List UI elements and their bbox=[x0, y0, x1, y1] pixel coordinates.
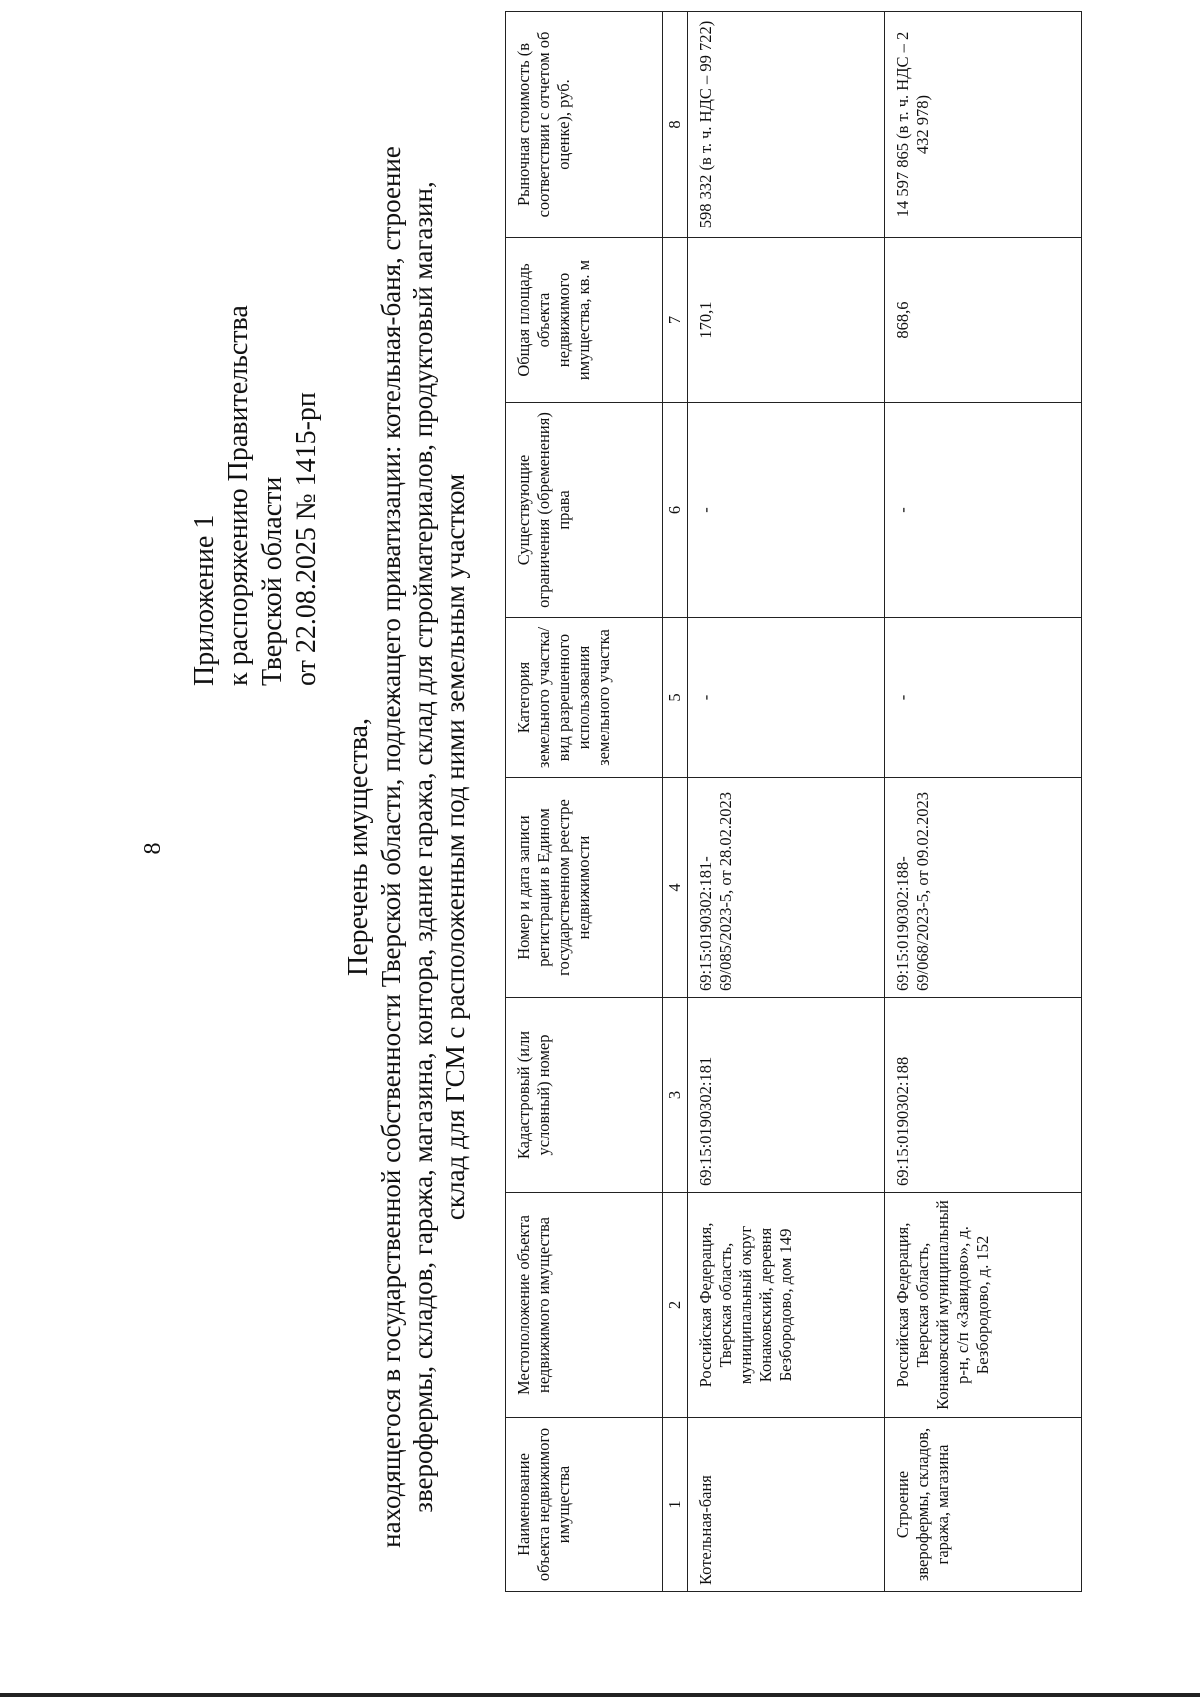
cell-name: Строение зверофермы, складов, гаража, магазина bbox=[885, 1418, 1082, 1592]
annex-date-line: от 22.08.2025 № 1415-рп bbox=[291, 392, 322, 686]
cell-land-category: - bbox=[688, 618, 885, 778]
list-title-line-3: зверофермы, складов, гаража, магазина, контора, здание гаража, склад для стройматериалов, продуктовый магазин, bbox=[408, 181, 438, 1513]
header-area: Общая площадь объекта недвижимого имущества, кв. м bbox=[506, 238, 663, 403]
annex-region-line: Тверской области bbox=[257, 476, 288, 686]
cell-registration: 69:15:0190302:181-69/085/2023-5, от 28.02.2023 bbox=[688, 778, 885, 998]
property-table bbox=[505, 11, 1082, 1592]
list-title-line-1: Перечень имущества, bbox=[343, 718, 374, 976]
cell-cadastral: 69:15:0190302:181 bbox=[688, 998, 885, 1193]
list-title bbox=[343, 117, 471, 1577]
page-number: 8 bbox=[140, 842, 166, 855]
scan-edge-line bbox=[0, 1693, 1200, 1697]
property-table-wrapper bbox=[505, 12, 1082, 1592]
table-header-row bbox=[506, 12, 663, 1592]
column-number: 6 bbox=[663, 403, 688, 618]
column-number: 1 bbox=[663, 1418, 688, 1592]
cell-area: 170,1 bbox=[688, 238, 885, 403]
table-row bbox=[688, 12, 885, 1592]
annex-title: Приложение 1 bbox=[189, 514, 220, 686]
column-number: 3 bbox=[663, 998, 688, 1193]
column-number: 4 bbox=[663, 778, 688, 998]
header-restrictions: Существующие ограничения (обременения) права bbox=[506, 403, 663, 618]
cell-value: 598 332 (в т. ч. НДС – 99 722) bbox=[688, 12, 885, 238]
header-value: Рыночная стоимость (в соответствии с отчетом об оценке), руб. bbox=[506, 12, 663, 238]
header-land-category: Категория земельного участка/вид разрешенного использования земельного участка bbox=[506, 618, 663, 778]
column-number: 8 bbox=[663, 12, 688, 238]
header-location: Местоположение объекта недвижимого имущества bbox=[506, 1193, 663, 1418]
column-number: 7 bbox=[663, 238, 688, 403]
cell-restrictions: - bbox=[688, 403, 885, 618]
header-name: Наименование объекта недвижимого имущества bbox=[506, 1418, 663, 1592]
column-number: 2 bbox=[663, 1193, 688, 1418]
list-title-line-4: склад для ГСМ с расположенным под ними земельным участком bbox=[440, 473, 470, 1221]
cell-registration: 69:15:0190302:188-69/068/2023-5, от 09.02.2023 bbox=[885, 778, 1082, 998]
table-row bbox=[885, 12, 1082, 1592]
column-number: 5 bbox=[663, 618, 688, 778]
list-title-line-2: находящегося в государственной собственности Тверской области, подлежащего приватизации: котельная-баня, строение bbox=[376, 146, 406, 1548]
column-number-row bbox=[663, 12, 688, 1592]
header-registration: Номер и дата записи регистрации в Едином государственном реестре недвижимости bbox=[506, 778, 663, 998]
cell-land-category: - bbox=[885, 618, 1082, 778]
annex-ref-line: к распоряжению Правительства bbox=[223, 305, 254, 686]
cell-restrictions: - bbox=[885, 403, 1082, 618]
cell-location: Российская Федерация, Тверская область, Конаковский муниципальный р-н, с/п «Завидово», д. Безбородово, д. 152 bbox=[885, 1193, 1082, 1418]
cell-name: Котельная-баня bbox=[688, 1418, 885, 1592]
annex-header bbox=[188, 305, 324, 686]
header-cadastral: Кадастровый (или условный) номер bbox=[506, 998, 663, 1193]
cell-value: 14 597 865 (в т. ч. НДС – 2 432 978) bbox=[885, 12, 1082, 238]
cell-cadastral: 69:15:0190302:188 bbox=[885, 998, 1082, 1193]
cell-area: 868,6 bbox=[885, 238, 1082, 403]
cell-location: Российская Федерация, Тверская область, муниципальный округ Конаковский, деревня Безбородово, дом 149 bbox=[688, 1193, 885, 1418]
